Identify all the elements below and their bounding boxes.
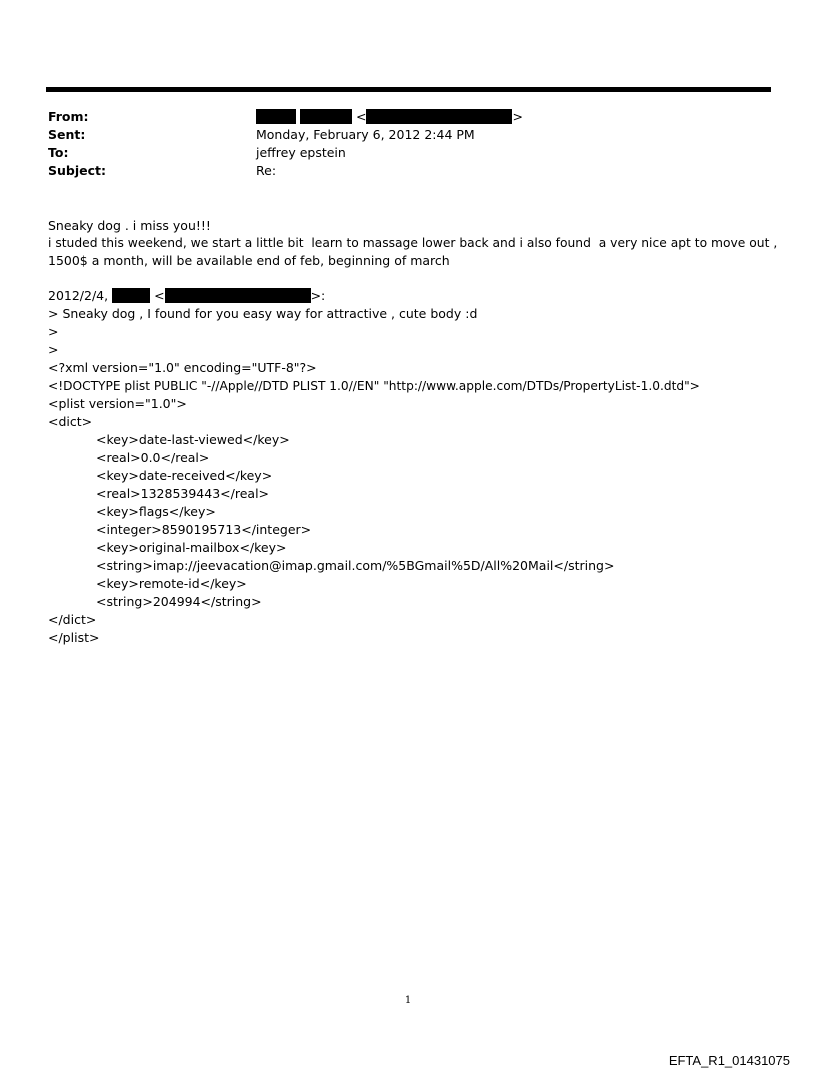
header-rule [46, 87, 771, 92]
xml-entry: <real>1328539443</real> [96, 486, 270, 501]
from-value [256, 108, 523, 126]
xml-entry: <string>imap://jeevacation@imap.gmail.com/%5BGmail%5D/All%20Mail</string> [96, 558, 615, 573]
xml-entry: <integer>8590195713</integer> [96, 522, 312, 537]
redaction-block [112, 288, 150, 303]
quote-lt: < [154, 288, 165, 303]
subject-value: Re: [256, 163, 277, 178]
quote-suffix: >: [310, 288, 326, 303]
xml-declaration: <?xml version="1.0" encoding="UTF-8"?> [48, 360, 317, 375]
redaction-block [366, 109, 512, 124]
xml-dict-open: <dict> [48, 414, 93, 429]
bates-number: EFTA_R1_01431075 [668, 1053, 790, 1068]
xml-plist-close: </plist> [48, 630, 100, 645]
xml-entry: <real>0.0</real> [96, 450, 210, 465]
quote-attribution [48, 287, 325, 305]
quote-line: > Sneaky dog , I found for you easy way for attractive , cute body :d [48, 306, 478, 321]
body-line: Sneaky dog . i miss you!!! [48, 218, 211, 233]
xml-entry: <key>original-mailbox</key> [96, 540, 287, 555]
body-line: 1500$ a month, will be available end of feb, beginning of march [48, 253, 450, 268]
sent-label: Sent: [48, 127, 86, 142]
xml-entry: <key>remote-id</key> [96, 576, 247, 591]
xml-entry: <key>date-received</key> [96, 468, 273, 483]
from-gt: > [512, 109, 523, 124]
redaction-block [165, 288, 311, 303]
xml-dict-close: </dict> [48, 612, 97, 627]
xml-entry: <key>date-last-viewed</key> [96, 432, 290, 447]
quote-line: > [48, 324, 59, 339]
subject-label: Subject: [48, 163, 106, 178]
from-lt: < [355, 109, 367, 124]
quote-line: > [48, 342, 59, 357]
to-value: jeffrey epstein [256, 145, 346, 160]
xml-entry: <string>204994</string> [96, 594, 262, 609]
quote-date: 2012/2/4, [48, 288, 109, 303]
redaction-block [300, 109, 352, 124]
page-number: 1 [404, 995, 412, 1006]
from-label: From: [48, 109, 89, 124]
redaction-block [256, 109, 296, 124]
body-line: i studed this weekend, we start a little bit learn to massage lower back and i also found a very nice apt to move out , [48, 236, 778, 250]
sent-value: Monday, February 6, 2012 2:44 PM [256, 127, 475, 142]
to-label: To: [48, 145, 69, 160]
xml-plist-open: <plist version="1.0"> [48, 396, 187, 411]
xml-entry: <key>flags</key> [96, 504, 216, 519]
xml-doctype: <!DOCTYPE plist PUBLIC "-//Apple//DTD PLIST 1.0//EN" "http://www.apple.com/DTDs/PropertyList-1.0.dtd"> [48, 379, 700, 393]
